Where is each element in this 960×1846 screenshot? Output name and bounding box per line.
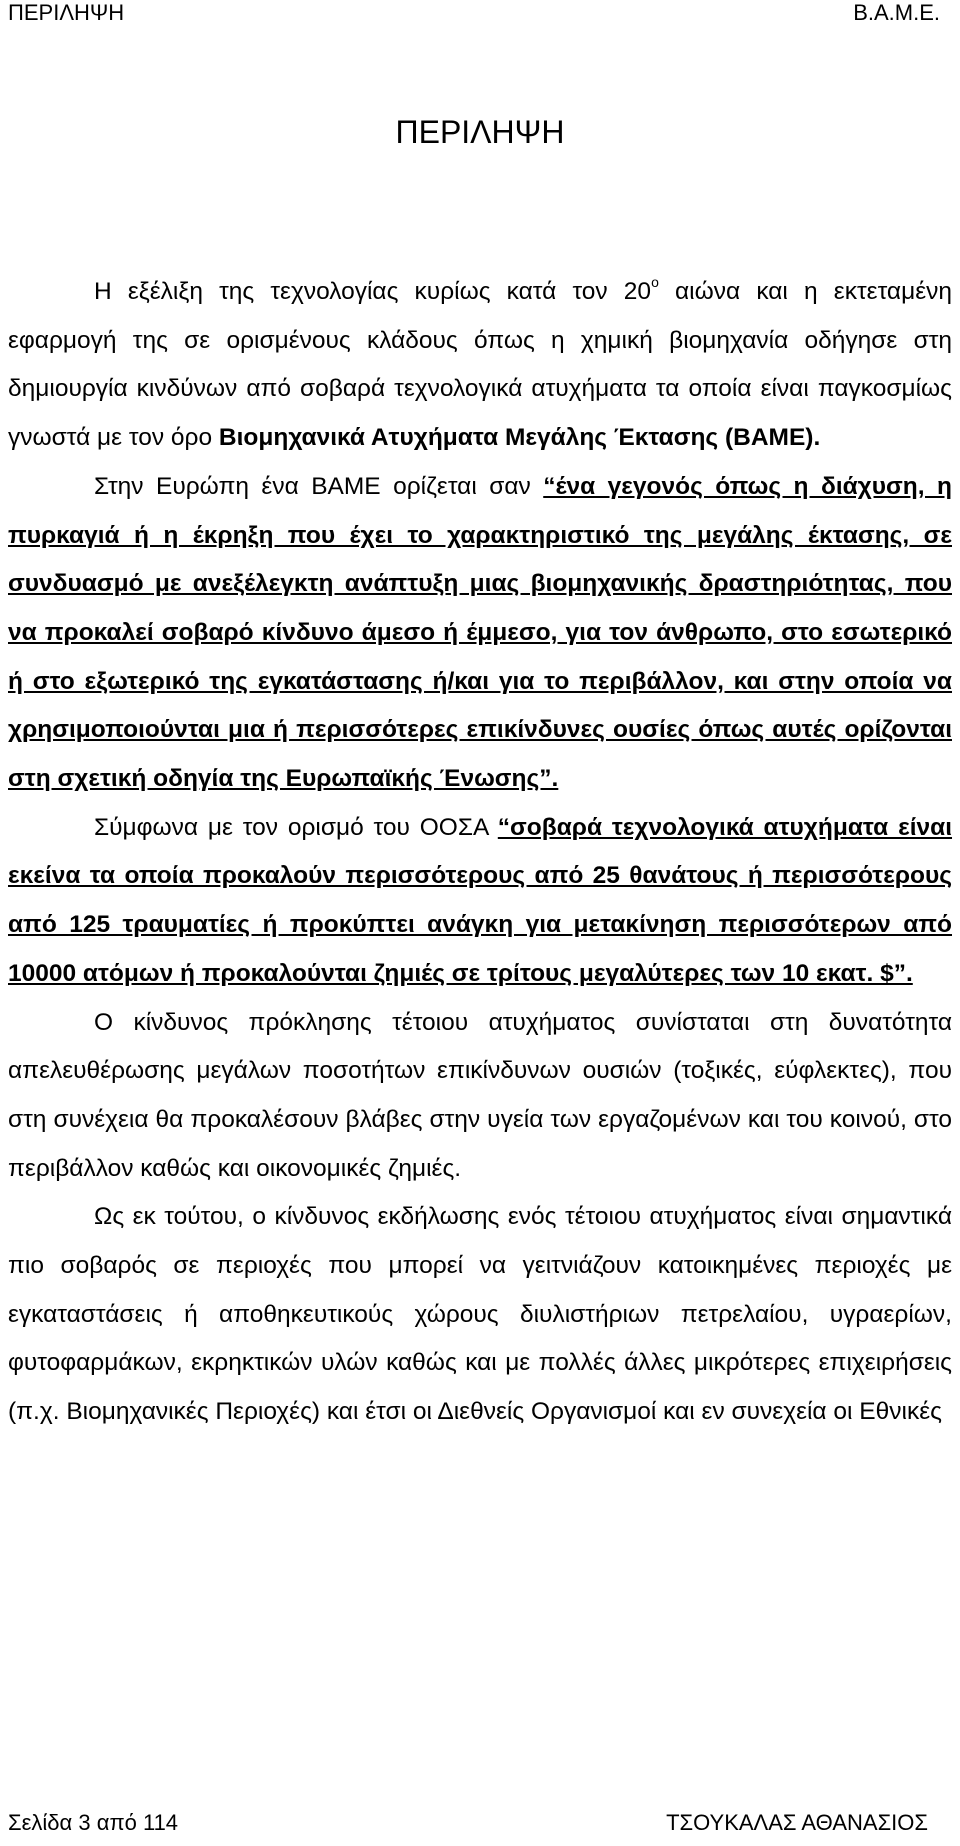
paragraph-2-text: Στην Ευρώπη ένα ΒΑΜΕ ορίζεται σαν (94, 472, 544, 500)
paragraph-1-term: Βιομηχανικά Ατυχήματα Μεγάλης Έκτασης (ΒΑΜΕ). (218, 424, 821, 452)
paragraph-2 (8, 463, 952, 804)
paragraph-1-superscript: ο (651, 274, 659, 290)
paragraph-2-definition: “ένα γεγονός όπως η διάχυση, η πυρκαγιά ή η έκρηξη που έχει το χαρακτηριστικό της μεγάλης έκτασης, σε συνδυασμό με ανεξέλεγκτη ανάπτυξη μιας βιομηχανικής δραστηριότητας, που να προκαλεί σοβαρό κίνδυνο άμεσο ή έμμεσο, για τον άνθρωπο, στο εσωτερικό ή στο εξωτερικό της εγκατάστασης ή/και για το περιβάλλον, και στην οποία να χρησιμοποιούνται μια ή περισσότερες επικίνδυνες ουσίες όπως αυτές ορίζονται στη σχετική οδηγία της Ευρωπαϊκής Ένωσης”. (8, 472, 953, 793)
paragraph-3-text: Σύμφωνα με τον ορισμό του ΟΟΣΑ (94, 813, 498, 841)
page-header (8, 0, 952, 30)
document-body (8, 268, 952, 1437)
footer-page-number: Σελίδα 3 από 114 (8, 1810, 179, 1835)
header-document-title: Β.Α.Μ.Ε. (853, 0, 940, 25)
paragraph-5: Ως εκ τούτου, ο κίνδυνος εκδήλωσης ενός τέτοιου ατυχήματος είναι σημαντικά πιο σοβαρός σε περιοχές που μπορεί να γειτνιάζουν κατοικημένες περιοχές με εγκαταστάσεις ή αποθηκευτικούς χώρους διυλιστήριων πετρελαίου, υγραερίων, φυτοφαρμάκων, εκρηκτικών υλών καθώς και με πολλές άλλες μικρότερες επιχειρήσεις (π.χ. Βιομηχανικές Περιοχές) και έτσι οι Διεθνείς Οργανισμοί και εν συνεχεία οι Εθνικές (8, 1203, 952, 1426)
page-title: ΠΕΡΙΛΗΨΗ (395, 114, 565, 150)
page-footer (8, 1810, 952, 1840)
paragraph-1 (8, 268, 952, 463)
paragraph-3 (8, 804, 952, 999)
paragraph-3-definition: “σοβαρά τεχνολογικά ατυχήματα είναι εκείνα τα οποία προκαλούν περισσότερους από 25 θανάτους ή περισσότερους από 125 τραυματίες ή προκύπτει ανάγκη για μετακίνηση περισσότερων από 10000 ατόμων ή προκαλούνται ζημιές σε τρίτους μεγαλύτερες των 10 εκατ. $”. (8, 813, 953, 987)
header-section-title: ΠΕΡΙΛΗΨΗ (8, 0, 125, 25)
paragraph-1-text-a: Η εξέλιξη της τεχνολογίας κυρίως κατά τον 20 (94, 278, 652, 305)
paragraph-4: Ο κίνδυνος πρόκλησης τέτοιου ατυχήματος συνίσταται στη δυνατότητα απελευθέρωσης μεγάλων ποσοτήτων επικίνδυνων ουσιών (τοξικές, εύφλεκτες), που στη συνέχεια θα προκαλέσουν βλάβες στην υγεία των εργαζομένων και του κοινού, στο περιβάλλον καθώς και οικονομικές ζημιές. (8, 1008, 952, 1182)
footer-author: ΤΣΟΥΚΑΛΑΣ ΑΘΑΝΑΣΙΟΣ (666, 1810, 928, 1835)
paragraph-1-text-b: αιώνα και η εκτεταμένη εφαρμογή της σε ορισμένους κλάδους όπως η χημική βιομηχανία οδήγησε στη δημιουργία κινδύνων από σοβαρά τεχνολογικά ατυχήματα τα οποία είναι παγκοσμίως γνωστά με τον όρο (8, 278, 952, 452)
